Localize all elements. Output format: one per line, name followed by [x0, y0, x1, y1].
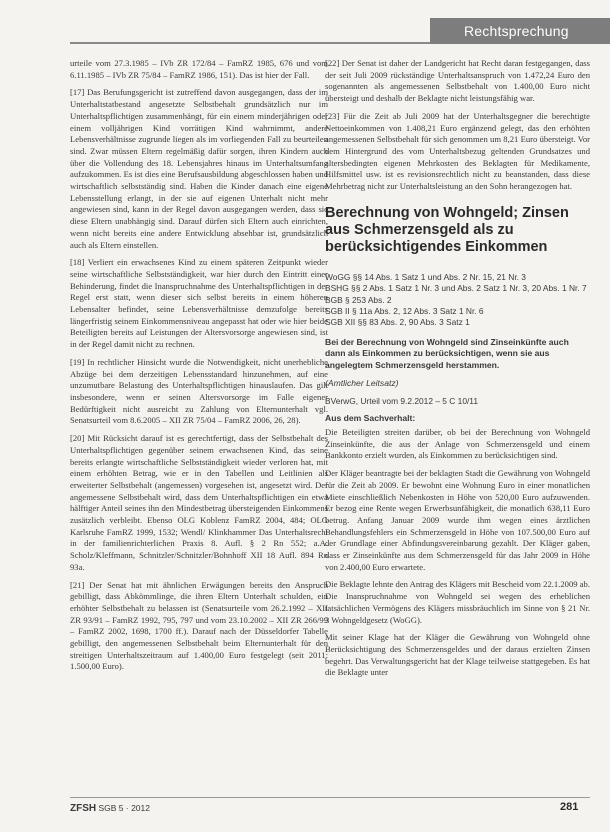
section-tab: Rechtsprechung: [430, 18, 610, 44]
paragraph: [22] Der Senat ist daher der Landgericht hat Recht daran festgegangen, dass der seit Juli 2009 rückständige Unterhaltsanspruch von 1.472,24 Euro den sogenannten als angemessenen Selbstbehalt von 1.400,00 Euro nicht übersteigt und deshalb der Beklagte nicht leistungsfähig war.: [325, 58, 590, 104]
paragraph: Die Beklagte lehnte den Antrag des Klägers mit Bescheid vom 22.1.2009 ab. Die Inanspruchnahme von Wohngeld sei wegen des erheblichen tatsächlichen Vermögens des Klägers missbräuchlich im Sinne von § 21 Nr. 3 Wohngeldgesetz (WoGG).: [325, 579, 590, 625]
left-column: [70, 58, 328, 679]
paragraph: Der Kläger beantragte bei der beklagten Stadt die Gewährung von Wohngeld für die Zeit ab 2009. Er bewohnt eine Wohnung Euro in einer monatlichen Miete einschließlich Nebenkosten in Höhe von 520,00 Euro aufzuwenden. Er bezog eine Rente wegen Erwerbsunfähigkeit, die monatlich 638,11 Euro betrug. Anfang Januar 2009 wurde ihm wegen eines ärztlichen Behandlungsfehlers ein Schmerzensgeld in Höhe von 107.500,00 Euro auf der Grundlage einer Abfindungsvereinbarung gezahlt. Der Kläger gaben, dass er Zinseinkünfte aus dem Schmerzensgeld für das Jahr 2009 in Höhe von 2.400,00 Euro erwartete.: [325, 468, 590, 572]
headnote: Bei der Berechnung von Wohngeld sind Zinseinkünfte auch dann als Einkommen zu berücksichtigen, wenn sie aus angelegtem Schmerzensgeld herstammen.: [325, 336, 569, 371]
journal-issue: SGB 5 · 2012: [98, 803, 150, 813]
right-column: [325, 58, 590, 685]
paragraph: [21] Der Senat hat mit ähnlichen Erwägungen bereits den Anspruch gebilligt, dass Abkömmlinge, die ihren Eltern Unterhalt schulden, ein erhöhter Selbstbehalt zu belassen ist (Senatsurteile vom 26.2.1992 – XII ZR 93/91 – FamRZ 1992, 795, 797 und vom 23.10.2002 – XII ZR 266/99 – FamRZ 2002, 1698, 1700 ff.). Darauf nach der Düsseldorfer Tabelle gebilligt, den angemessenen Selbstbehalt beim Elternunterhalt für den streitigen Unterhaltszeitraum auf 1.400,00 Euro festgelegt (seit 2011: 1.500,00 Euro).: [70, 579, 328, 672]
paragraph: [17] Das Berufungsgericht ist zutreffend davon ausgegangen, dass der im Unterhaltstatbestand angesetzte Selbstbehalt grundsätzlich nur im Unterhaltspflichtigen zusammenhängt, für ein einem minderjährigen oder einem volljährigen Kind vorrätigen Kind wahrnimmt, andere Lebensverhältnisse zugrunde liegen als im vorliegenden Fall zu beurteilen sind. Zwar müssen Eltern regelmäßig dafür sorgen, ihren Kindern auch über die Vollendung des 18. Lebensjahres hinaus im Unterhaltsumfang aufzukommen. Es ist dies eine Berufsausbildung abgeschlossen haben und wirtschaftlich selbstständig sind. Haben die Kinder danach eine eigene Lebensstellung erlangt, in der sie auf eigenen Unterhalt nicht mehr angewiesen sind, kann in der Regel davon ausgegangen werden, dass sie diese Eltern unabhängig sind. Darauf dürfen sich Eltern auch einrichten, wenn nicht bereits eine andere Entwicklung absehbar ist, grundsätzlich auch als Eltern einstellen.: [70, 87, 328, 250]
paragraph: [18] Verliert ein erwachsenes Kind zu einem späteren Zeitpunkt wieder seine wirtschaftliche Selbstständigkeit, war hier durch den Eintritt einer Behinderung, findet die Inanspruchnahme des Unterhaltspflichtigen in der Regel erst statt, wenn dieser sich selbst bereits in einem höheren Lebensalter befindet, seine Lebensverhältnisse demzufolge bereits längerfristig seinem Einkommensniveau angepasst hat oder wie hier beide Beteiligten bereits auf Leistungen der Altersvorsorge angewiesen sind, ist in der Regel damit nicht zu rechnen.: [70, 257, 328, 350]
paragraph: Die Beteiligten streiten darüber, ob bei der Berechnung von Wohngeld Zinseinkünfte, die aus der Anlage von Schmerzensgeld und einem Bankkonto erzielt wurden, als Einkommen zu berücksichtigen sind.: [325, 426, 590, 461]
paragraph: [20] Mit Rücksicht darauf ist es gerechtfertigt, dass der Selbstbehalt des Unterhaltspflichtigen gegenüber seinem erwachsenen Kind, das seine bereits erlangte wirtschaftliche Selbstständigkeit wieder verloren hat, mit einem erhöhten Betrag, wie er in den Tabellen und Leitlinien als erweiterter Selbstbehalt (angemessen) vorgesehen ist, angesetzt wird. Der angemessene Selbstbehalt wird, dass dem Unterhaltspflichtigen ein etwa hälftiger Anteil seines ihn den Mindestbetrag übersteigenden Einkommens zusätzlich verbleibt. Ebenso OLG Koblenz FamRZ 2004, 484; OLG Karlsruhe FamRZ 1999, 1532; Wendl/ Klinkhammer Das Unterhaltsrecht in der familienrichterlichen Praxis 8. Aufl. § 2 Rn 552; a.A. Scholz/Kleffmann, Schnitzler/Schnitzler/Bohnhoff XII 18 Aufl. 894 Rn 93a.: [70, 433, 328, 572]
paragraph: urteile vom 27.3.1985 – IVb ZR 172/84 – FamRZ 1985, 676 und vom 6.11.1985 – IVb ZR 75/84 – FamRZ 1986, 151). Das ist hier der Fall.: [70, 58, 328, 80]
footer-journal: [70, 803, 150, 814]
journal-name: ZFSH: [70, 803, 97, 814]
court-citation: BVerwG, Urteil vom 9.2.2012 – 5 C 10/11: [325, 395, 478, 406]
norm-references: WoGG §§ 14 Abs. 1 Satz 1 und Abs. 2 Nr. 15, 21 Nr. 3 BSHG §§ 2 Abs. 1 Satz 1 Nr. 3 und Abs. 2 Satz 1 Nr. 3, 20 Abs. 1 Nr. 7 BGB § 253 Abs. 2 SGB II § 11a Abs. 2, 12 Abs. 3 Satz 1 Nr. 6 SGB XII §§ 83 Abs. 2, 90 Abs. 3 Satz 1: [325, 271, 587, 328]
article-heading: Berechnung von Wohngeld; Zinsen aus Schmerzensgeld als zu berücksichtigendes Einkommen: [325, 204, 569, 255]
page-number: 281: [560, 801, 579, 813]
footer-rule: [70, 797, 590, 798]
paragraph: Mit seiner Klage hat der Kläger die Gewährung von Wohngeld ohne Berücksichtigung des Schmerzensgeldes und der daraus erzielten Zinsen begehrt. Das Verwaltungsgericht hat der Klage teilweise stattgegeben. Es hat die Beklagte unter: [325, 632, 590, 678]
facts-title: Aus dem Sachverhalt:: [325, 413, 416, 424]
headnote-source: (Amtlicher Leitsatz): [325, 377, 399, 388]
paragraph: [19] In rechtlicher Hinsicht wurde die Notwendigkeit, nicht unerhebliche Abzüge bei dem derzeitigen Lebensstandard hinzunehmen, auf eine unzumutbare Belastung des Unterhaltspflichtigen hinauslaufen. Das gilt insbesondere, wenn er seinen Altersvorsorge im Falle eigener Bedürftigkeit nicht ausreicht zu Zahlung von Elternunterhalt vgl. Senatsurteil vom 8.6.2005 – XII ZR 75/04 – FamRZ 2006, 26, 28).: [70, 356, 328, 426]
paragraph: [23] Für die Zeit ab Juli 2009 hat der Unterhaltsgegner die berechtigte Nettoeinkommen von 1.408,21 Euro ergänzend gelegt, das den erhöhten angemessenen Selbstbehalt für sich genommen um 8,21 Euro übersteigt. Vor dem Hintergrund des vom Unterhaltsbezug geltenden Grundsatzes und altersbedingten eigenen Mehrkosten des Beklagten für Medikamente, Hilfsmittel usw. ist es revisionsrechtlich nicht zu beanstanden, dass diese Mehrbetrag nicht zur Unterhaltsleistung an den Sohn herangezogen hat.: [325, 110, 590, 192]
header-rule: [70, 42, 430, 44]
